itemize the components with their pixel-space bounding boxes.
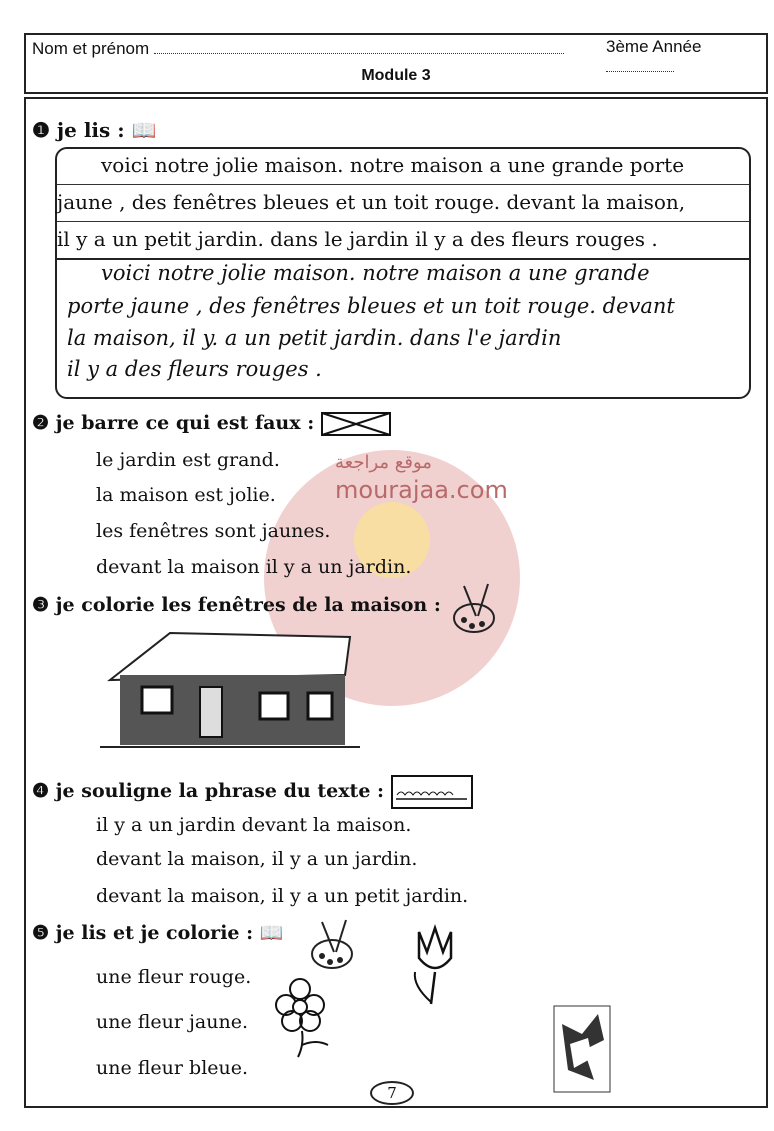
cursive-line: voici notre jolie maison. notre maison a une grande bbox=[101, 261, 650, 285]
book-icon: 📖 bbox=[259, 922, 284, 944]
cursive-line: la maison, il y. a un petit jardin. dans l'e jardin bbox=[67, 326, 562, 350]
palette-icon bbox=[448, 582, 498, 638]
statement: les fenêtres sont jaunes. bbox=[96, 520, 331, 542]
book-icon: 📖 bbox=[131, 118, 157, 142]
watermark-arabic: موقع مراجعة bbox=[335, 452, 432, 473]
underline-icon bbox=[391, 775, 473, 809]
crossed-box-icon bbox=[321, 412, 391, 436]
page-number: 7 bbox=[370, 1081, 414, 1105]
section5-heading: ❺ je lis et je colorie : 📖 bbox=[32, 922, 284, 944]
flower-picture bbox=[552, 1004, 612, 1094]
reading-box bbox=[55, 147, 751, 399]
section3-heading: ❸ je colorie les fenêtres de la maison : bbox=[32, 594, 441, 616]
coloring-instruction: une fleur rouge. bbox=[96, 966, 252, 988]
printed-line: il y a un petit jardin. dans le jardin il y a des fleurs rouges . bbox=[57, 221, 749, 260]
sentence-option: devant la maison, il y a un jardin. bbox=[96, 848, 418, 870]
statement: le jardin est grand. bbox=[96, 449, 280, 471]
section1-heading: ❶ je lis : 📖 bbox=[32, 118, 157, 142]
cursive-line: il y a des fleurs rouges . bbox=[67, 357, 322, 381]
statement: la maison est jolie. bbox=[96, 484, 276, 506]
house-illustration bbox=[100, 625, 362, 753]
sentence-option: il y a un jardin devant la maison. bbox=[96, 814, 412, 836]
daisy-drawing bbox=[272, 975, 334, 1059]
cursive-line: porte jaune , des fenêtres bleues et un toit rouge. devant bbox=[67, 294, 675, 318]
module-title: Module 3 bbox=[361, 67, 431, 84]
coloring-instruction: une fleur bleue. bbox=[96, 1057, 249, 1079]
printed-line: voici notre jolie maison. notre maison a une grande porte bbox=[57, 147, 749, 185]
palette-icon bbox=[306, 918, 356, 974]
header-box bbox=[24, 33, 768, 94]
coloring-instruction: une fleur jaune. bbox=[96, 1011, 249, 1033]
name-field bbox=[32, 39, 564, 59]
statement: devant la maison il y a un jardin. bbox=[96, 556, 412, 578]
grade-label: 3ème Année bbox=[606, 37, 702, 56]
section4-heading: ❹ je souligne la phrase du texte : bbox=[32, 775, 473, 809]
watermark-latin: mourajaa.com bbox=[335, 476, 508, 504]
name-label: Nom et prénom bbox=[32, 39, 150, 58]
tulip-drawing bbox=[405, 922, 463, 1006]
printed-line: jaune , des fenêtres bleues et un toit rouge. devant la maison, bbox=[57, 184, 749, 222]
sentence-option: devant la maison, il y a un petit jardin. bbox=[96, 885, 469, 907]
section2-heading: ❷ je barre ce qui est faux : bbox=[32, 412, 391, 436]
